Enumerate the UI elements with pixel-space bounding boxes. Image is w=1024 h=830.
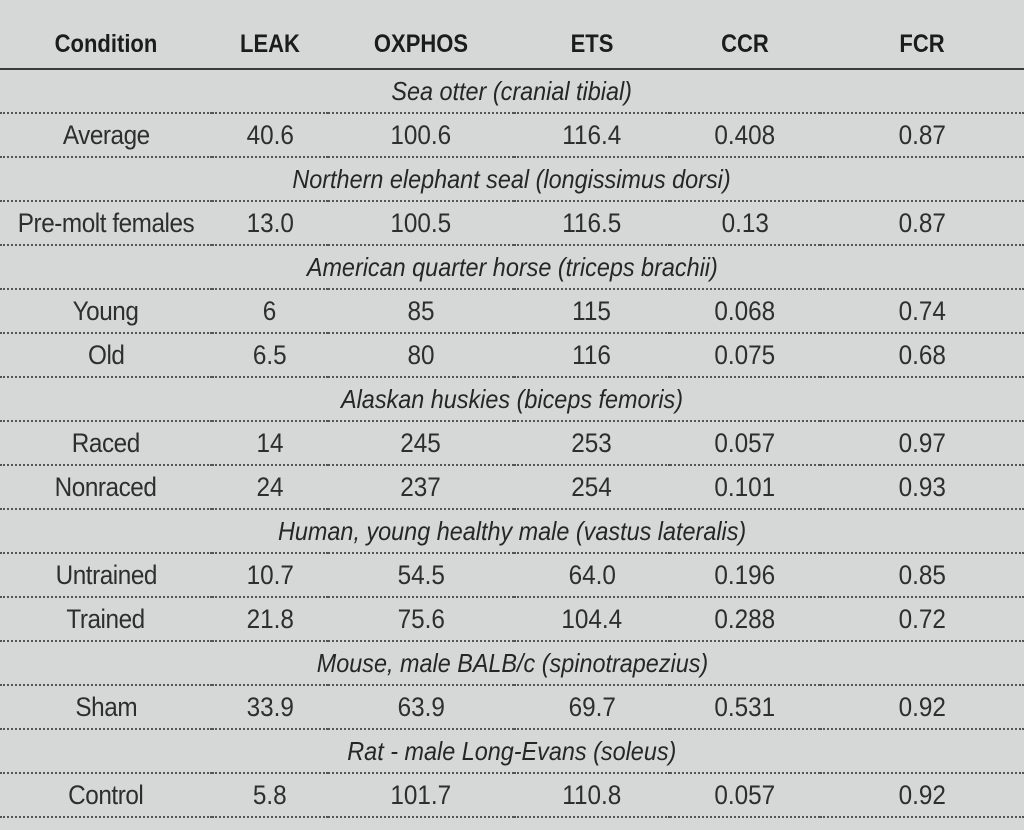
cell-oxphos-text: 75.6 xyxy=(397,603,445,634)
header-condition: Condition xyxy=(13,20,200,69)
group-title xyxy=(0,69,1024,113)
cell-fcr xyxy=(820,201,1024,245)
cell-ets-text: 69.7 xyxy=(568,691,616,722)
cell-fcr-text: 0.93 xyxy=(898,471,946,502)
cell-condition-text: Pre-molt females xyxy=(17,207,195,238)
header-oxphos: OXPHOS xyxy=(339,20,503,69)
cell-condition xyxy=(0,289,212,333)
cell-condition xyxy=(0,465,212,509)
cell-ccr xyxy=(670,113,820,157)
cell-ccr xyxy=(670,201,820,245)
table-row xyxy=(0,553,1024,597)
cell-fcr xyxy=(820,333,1024,377)
cell-oxphos-text: 100.6 xyxy=(390,119,452,150)
cell-leak xyxy=(212,597,328,641)
cell-ets-text: 116.4 xyxy=(562,119,622,150)
cell-ccr xyxy=(670,421,820,465)
cell-oxphos xyxy=(328,421,514,465)
cell-leak xyxy=(212,289,328,333)
cell-ets xyxy=(514,333,670,377)
cell-ccr-text: 0.288 xyxy=(714,603,776,634)
cell-fcr-text: 0.97 xyxy=(898,427,946,458)
group-header-row xyxy=(0,377,1024,421)
cell-leak-text: 6.5 xyxy=(253,339,287,370)
cell-condition xyxy=(0,553,212,597)
group-title-text: Rat - male Long-Evans (soleus) xyxy=(347,735,677,766)
cell-leak xyxy=(212,421,328,465)
cell-ccr-text: 0.408 xyxy=(714,119,776,150)
cell-fcr-text: 0.87 xyxy=(898,207,946,238)
cell-oxphos xyxy=(328,597,514,641)
group-header-row xyxy=(0,641,1024,685)
cell-condition-text: Young xyxy=(73,295,139,326)
cell-leak xyxy=(212,773,328,817)
cell-ets xyxy=(514,597,670,641)
cell-leak xyxy=(212,113,328,157)
table-row xyxy=(0,201,1024,245)
cell-ets-text: 110.8 xyxy=(562,779,622,810)
cell-ccr-text: 0.057 xyxy=(714,779,776,810)
cell-oxphos-text: 85 xyxy=(407,295,435,326)
group-title xyxy=(0,509,1024,553)
cell-fcr-text: 0.68 xyxy=(898,339,946,370)
cell-fcr xyxy=(820,773,1024,817)
cell-ccr-text: 0.075 xyxy=(714,339,776,370)
cell-condition xyxy=(0,421,212,465)
cell-ccr xyxy=(670,553,820,597)
cell-condition xyxy=(0,201,212,245)
cell-condition xyxy=(0,113,212,157)
cell-fcr xyxy=(820,553,1024,597)
cell-leak-text: 6 xyxy=(263,295,277,326)
cell-ccr xyxy=(670,597,820,641)
table-body xyxy=(0,69,1024,817)
header-ccr: CCR xyxy=(679,20,811,69)
cell-ets-text: 64.0 xyxy=(568,559,616,590)
cell-fcr-text: 0.85 xyxy=(898,559,946,590)
table-row xyxy=(0,333,1024,377)
cell-oxphos xyxy=(328,553,514,597)
cell-condition-text: Trained xyxy=(66,603,146,634)
group-title-text: American quarter horse (triceps brachii) xyxy=(306,251,718,282)
group-header-row xyxy=(0,245,1024,289)
cell-leak-text: 33.9 xyxy=(246,691,294,722)
header-ets: ETS xyxy=(523,20,660,69)
cell-fcr xyxy=(820,597,1024,641)
cell-condition xyxy=(0,685,212,729)
cell-oxphos xyxy=(328,333,514,377)
group-header-row xyxy=(0,157,1024,201)
cell-leak xyxy=(212,685,328,729)
cell-ets-text: 116 xyxy=(572,339,612,370)
mitochondrial-respiration-table xyxy=(0,20,1024,818)
cell-ets xyxy=(514,421,670,465)
cell-leak xyxy=(212,465,328,509)
cell-ccr-text: 0.531 xyxy=(714,691,776,722)
cell-fcr-text: 0.92 xyxy=(898,691,946,722)
cell-oxphos-text: 100.5 xyxy=(390,207,452,238)
table-row xyxy=(0,597,1024,641)
cell-condition xyxy=(0,773,212,817)
cell-ccr-text: 0.196 xyxy=(714,559,776,590)
cell-oxphos xyxy=(328,201,514,245)
cell-leak-text: 21.8 xyxy=(246,603,294,634)
cell-ccr xyxy=(670,685,820,729)
cell-leak-text: 10.7 xyxy=(246,559,294,590)
cell-ccr-text: 0.13 xyxy=(721,207,769,238)
cell-ets xyxy=(514,201,670,245)
cell-fcr xyxy=(820,289,1024,333)
cell-ccr-text: 0.068 xyxy=(714,295,776,326)
group-title-text: Human, young healthy male (vastus lateralis) xyxy=(277,515,747,546)
cell-leak-text: 13.0 xyxy=(246,207,294,238)
group-title xyxy=(0,157,1024,201)
group-title-text: Alaskan huskies (biceps femoris) xyxy=(340,383,684,414)
cell-condition-text: Untrained xyxy=(55,559,157,590)
cell-condition-text: Average xyxy=(62,119,150,150)
group-title-text: Northern elephant seal (longissimus dorsi) xyxy=(292,163,732,194)
cell-oxphos xyxy=(328,685,514,729)
cell-condition-text: Old xyxy=(87,339,125,370)
cell-fcr-text: 0.72 xyxy=(898,603,946,634)
cell-ets xyxy=(514,465,670,509)
cell-condition xyxy=(0,333,212,377)
cell-leak-text: 14 xyxy=(256,427,284,458)
cell-fcr-text: 0.74 xyxy=(898,295,946,326)
group-title-text: Mouse, male BALB/c (spinotrapezius) xyxy=(316,647,708,678)
cell-ets-text: 104.4 xyxy=(561,603,623,634)
cell-condition xyxy=(0,597,212,641)
cell-fcr xyxy=(820,685,1024,729)
cell-ccr-text: 0.101 xyxy=(714,471,776,502)
cell-fcr-text: 0.92 xyxy=(898,779,946,810)
cell-leak-text: 40.6 xyxy=(246,119,294,150)
table-row xyxy=(0,465,1024,509)
cell-ets-text: 254 xyxy=(571,471,613,502)
group-title xyxy=(0,377,1024,421)
table-row xyxy=(0,113,1024,157)
header-leak: LEAK xyxy=(219,20,321,69)
cell-oxphos-text: 54.5 xyxy=(397,559,445,590)
cell-leak-text: 24 xyxy=(256,471,284,502)
cell-ets-text: 116.5 xyxy=(562,207,622,238)
table-row xyxy=(0,421,1024,465)
cell-ccr xyxy=(670,465,820,509)
cell-fcr xyxy=(820,465,1024,509)
cell-oxphos xyxy=(328,465,514,509)
cell-oxphos xyxy=(328,113,514,157)
table-header xyxy=(0,20,1024,69)
cell-ets xyxy=(514,553,670,597)
cell-ets xyxy=(514,773,670,817)
header-row xyxy=(0,20,1024,69)
cell-leak xyxy=(212,333,328,377)
cell-fcr xyxy=(820,421,1024,465)
cell-ccr xyxy=(670,773,820,817)
cell-fcr xyxy=(820,113,1024,157)
cell-leak-text: 5.8 xyxy=(253,779,287,810)
cell-ccr xyxy=(670,333,820,377)
cell-condition-text: Control xyxy=(68,779,144,810)
cell-fcr-text: 0.87 xyxy=(898,119,946,150)
cell-oxphos-text: 80 xyxy=(407,339,435,370)
cell-oxphos-text: 245 xyxy=(400,427,442,458)
table-row xyxy=(0,685,1024,729)
cell-ets xyxy=(514,113,670,157)
group-title xyxy=(0,729,1024,773)
group-title-text: Sea otter (cranial tibial) xyxy=(391,75,633,106)
cell-leak xyxy=(212,553,328,597)
cell-condition-text: Raced xyxy=(71,427,140,458)
cell-condition-text: Nonraced xyxy=(55,471,157,502)
group-title xyxy=(0,245,1024,289)
cell-oxphos-text: 237 xyxy=(400,471,442,502)
table-row xyxy=(0,289,1024,333)
header-fcr: FCR xyxy=(832,20,1012,69)
cell-ets xyxy=(514,289,670,333)
cell-ccr-text: 0.057 xyxy=(714,427,776,458)
group-header-row xyxy=(0,69,1024,113)
group-title xyxy=(0,641,1024,685)
cell-leak xyxy=(212,201,328,245)
cell-ets-text: 115 xyxy=(572,295,612,326)
group-header-row xyxy=(0,509,1024,553)
cell-ccr xyxy=(670,289,820,333)
cell-oxphos xyxy=(328,773,514,817)
cell-ets xyxy=(514,685,670,729)
cell-oxphos xyxy=(328,289,514,333)
group-header-row xyxy=(0,729,1024,773)
cell-oxphos-text: 101.7 xyxy=(390,779,452,810)
table-row xyxy=(0,773,1024,817)
cell-ets-text: 253 xyxy=(571,427,613,458)
cell-condition-text: Sham xyxy=(75,691,137,722)
cell-oxphos-text: 63.9 xyxy=(397,691,445,722)
